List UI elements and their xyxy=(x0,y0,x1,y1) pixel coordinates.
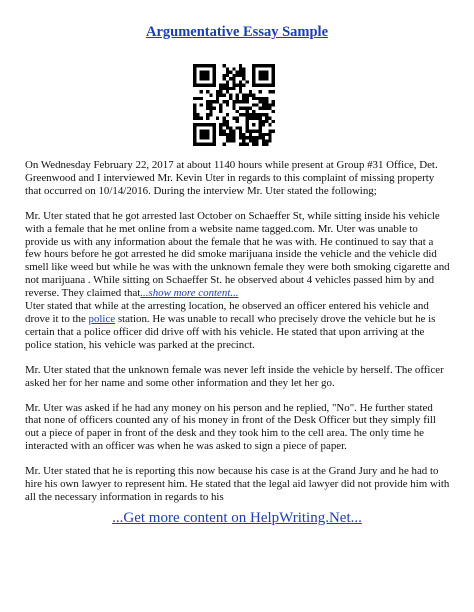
paragraph-5: Mr. Uter was asked if he had any money on his person and he replied, "No". He further stated that none of officers counted any of his money in front of the Desk Officer but they simply fill out a piece of paper in front of the desk and they took him to the cell area. The only time he interacted with an officer was when he was asked to sign a piece of paper. xyxy=(25,401,436,453)
get-more-content-link[interactable]: ...Get more content on HelpWriting.Net... xyxy=(112,510,362,526)
qr-code-icon xyxy=(193,64,275,146)
page-title[interactable]: Argumentative Essay Sample xyxy=(145,24,329,40)
essay-body xyxy=(25,159,451,516)
paragraph-4: Mr. Uter stated that the unknown female was never left inside the vehicle by herself. The officer asked her for her name and some other information and they let her go. xyxy=(25,363,444,389)
paragraph-2 xyxy=(25,210,451,300)
paragraph-3-text-b: station. He was unable to recall who precisely drove the vehicle but he is certain that a police officer did drive off with his vehicle. He stated that upon arriving at the police station, his vehicle was parked at the precinct. xyxy=(25,312,436,351)
paragraph-1: On Wednesday February 22, 2017 at about 1140 hours while present at Group #31 Office, Det. Greenwood and I interviewed Mr. Kevin Uter in regards to this complaint of missing property that occurred on 10/14/2016. During the interview Mr. Uter stated the following; xyxy=(25,159,438,197)
paragraph-2-text: Mr. Uter stated that he got arrested last October on Schaeffer St, while sitting inside his vehicle with a female that he met online from a website name tagged.com. Mr. Uter was unable to provide us with any information about the female that he was with. He continued to say that a few hours before he got arrested he did smoke marijuana inside the vehicle and the vehicle did smell like weed but while he was with the unknown female they were both smoking cigarette and not marijuana . While sitting on Schaeffer St. he observed about 4 vehicles passed him by and reverse. They claimed that xyxy=(25,209,450,300)
police-link[interactable]: police xyxy=(88,312,116,325)
paragraph-3 xyxy=(25,300,451,352)
paragraph-6: Mr. Uter stated that he is reporting this now because his case is at the Grand Jury and he had to hire his own lawyer to represent him. He stated that the legal aid lawyer did not provide him with all the necessary information in regards to his xyxy=(25,465,450,503)
show-more-link[interactable]: ...show more content... xyxy=(140,287,239,300)
paragraph-3-text-a: Uter stated that while at the arresting location, he observed an officer entered his vehicle and drove it to the xyxy=(25,300,429,325)
